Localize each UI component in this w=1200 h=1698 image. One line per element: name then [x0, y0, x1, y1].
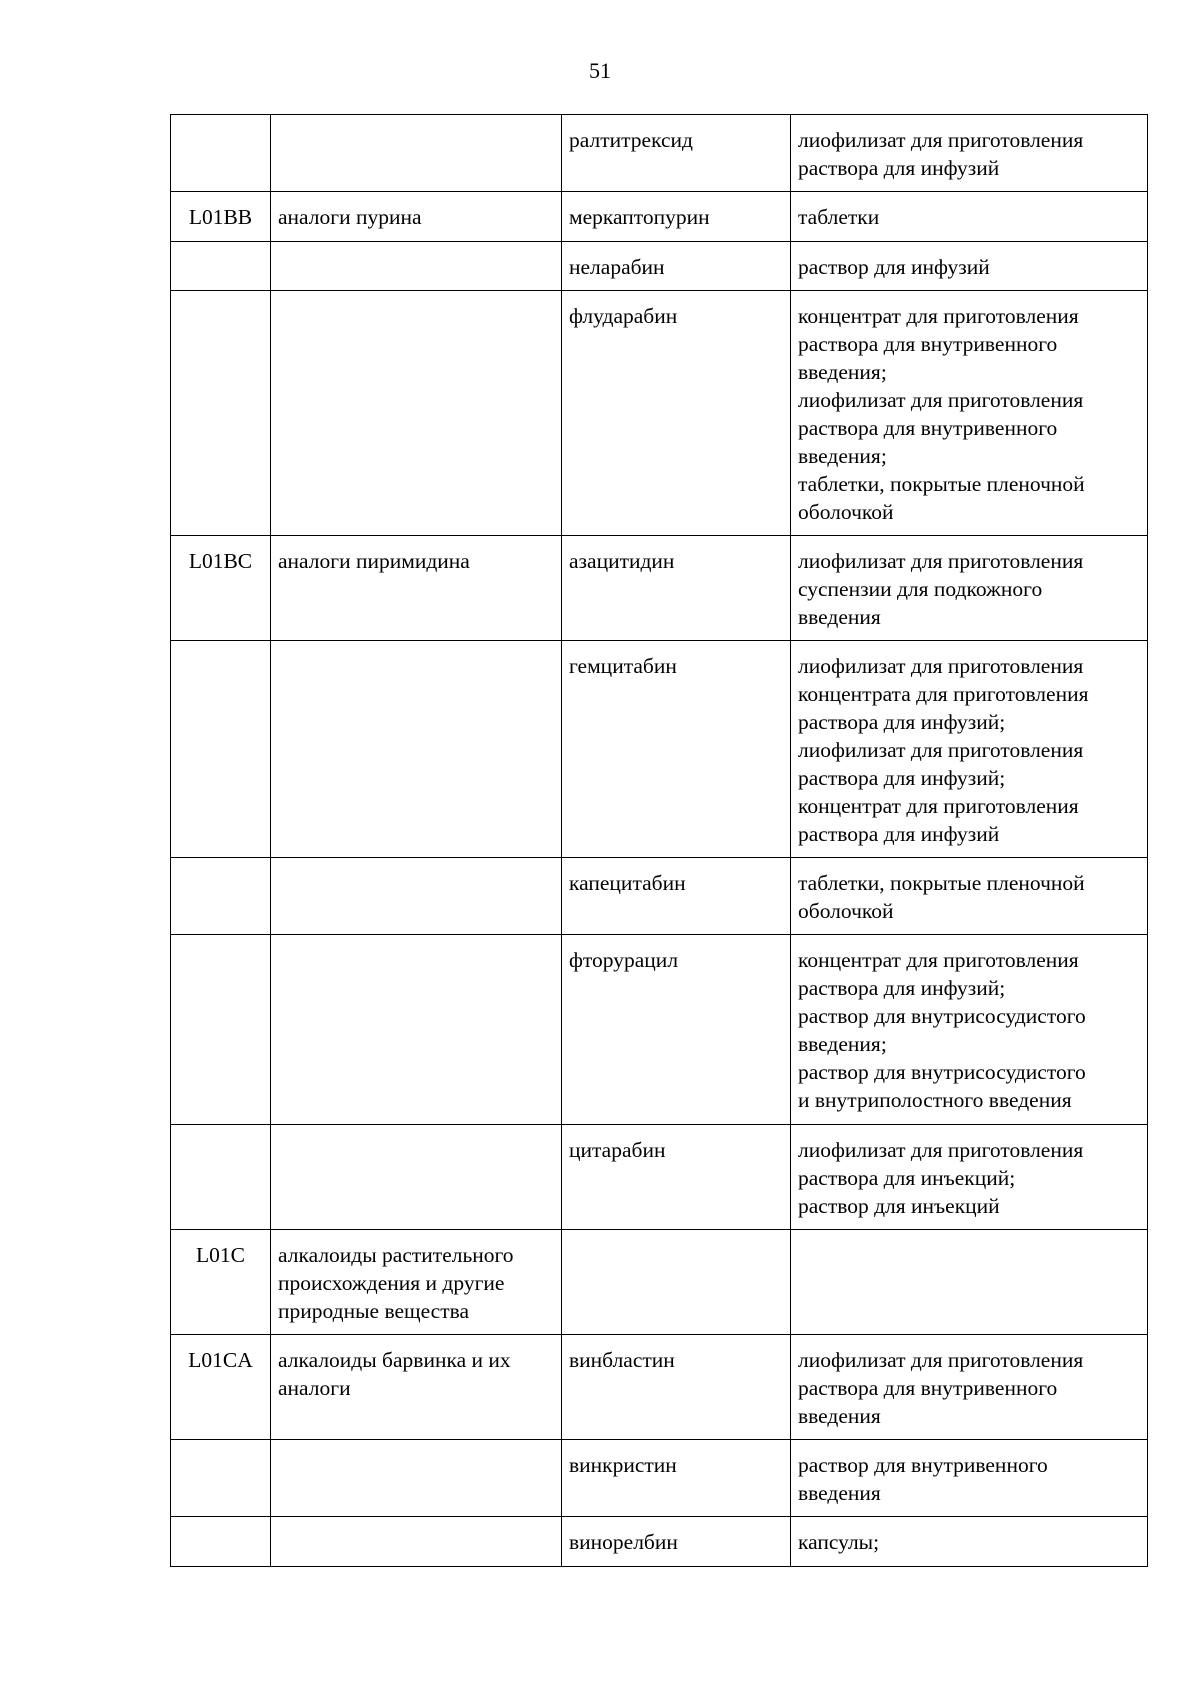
dosage-form-line: концентрата для приготовления [798, 682, 1089, 706]
dosage-form-cell [791, 192, 1148, 242]
table-row [171, 1440, 1148, 1517]
atc-code-cell [171, 858, 271, 935]
table-row [171, 115, 1148, 192]
dosage-form-cell [791, 1440, 1148, 1517]
table-row [171, 1125, 1148, 1230]
anatomical-therapeutic-group-cell: алкалоиды растительного происхождения и другие природные вещества [271, 1230, 562, 1335]
dosage-form-line: раствор для инфузий [798, 255, 990, 279]
dosage-form-line: введения; [798, 1032, 887, 1056]
dosage-form-line: и внутриполостного введения [798, 1088, 1072, 1112]
atc-code-cell: L01CA [171, 1335, 271, 1440]
dosage-form-cell [791, 641, 1148, 858]
table-row [171, 641, 1148, 858]
dosage-form-cell [791, 115, 1148, 192]
atc-code-cell [171, 641, 271, 858]
dosage-form-line: таблетки, покрытые пленочной [798, 871, 1085, 895]
dosage-form-line: таблетки, покрытые пленочной [798, 472, 1085, 496]
anatomical-therapeutic-group-cell: алкалоиды барвинка и их аналоги [271, 1335, 562, 1440]
dosage-form-cell [791, 858, 1148, 935]
dosage-form-line: раствора для инъекций; [798, 1166, 1016, 1190]
dosage-form-line: таблетки [798, 205, 880, 229]
dosage-form-line: оболочкой [798, 500, 894, 524]
dosage-form-line: лиофилизат для приготовления [798, 1348, 1084, 1372]
drug-name-cell: винкристин [562, 1440, 791, 1517]
table-row [171, 1230, 1148, 1335]
drug-name-cell: винбластин [562, 1335, 791, 1440]
atc-code-cell: L01BB [171, 192, 271, 242]
drug-name-cell: фторурацил [562, 935, 791, 1125]
dosage-form-cell [791, 935, 1148, 1125]
anatomical-therapeutic-group-cell [271, 858, 562, 935]
table-row [171, 291, 1148, 536]
drug-name-cell [562, 1230, 791, 1335]
dosage-form-line: раствора для инфузий [798, 822, 1000, 846]
atc-code-cell: L01BC [171, 536, 271, 641]
anatomical-therapeutic-group-cell [271, 641, 562, 858]
drug-name-cell: цитарабин [562, 1125, 791, 1230]
dosage-form-line: раствора для инфузий; [798, 766, 1006, 790]
dosage-form-line: введения; [798, 444, 887, 468]
dosage-form-line: концентрат для приготовления [798, 948, 1079, 972]
table-row [171, 1335, 1148, 1440]
drug-name-cell: капецитабин [562, 858, 791, 935]
atc-code-cell [171, 1125, 271, 1230]
table-row [171, 242, 1148, 291]
dosage-form-line: введения [798, 1481, 881, 1505]
dosage-form-cell [791, 1230, 1148, 1335]
drug-name-cell: гемцитабин [562, 641, 791, 858]
page-number: 51 [589, 58, 611, 83]
anatomical-therapeutic-group-cell [271, 935, 562, 1125]
dosage-form-line: раствор для внутрисосудистого [798, 1060, 1086, 1084]
atc-code-cell [171, 935, 271, 1125]
dosage-form-line: раствор для внутрисосудистого [798, 1004, 1086, 1028]
drug-table [170, 114, 1148, 1567]
dosage-form-line: лиофилизат для приготовления [798, 738, 1084, 762]
drug-name-cell: ралтитрексид [562, 115, 791, 192]
anatomical-therapeutic-group-cell [271, 115, 562, 192]
dosage-form-line: раствор для инъекций [798, 1194, 1000, 1218]
dosage-form-line: раствора для инфузий; [798, 710, 1006, 734]
anatomical-therapeutic-group-cell [271, 242, 562, 291]
dosage-form-line: введения [798, 1404, 881, 1428]
dosage-form-cell [791, 242, 1148, 291]
table-row [171, 536, 1148, 641]
atc-code-cell [171, 1440, 271, 1517]
anatomical-therapeutic-group-cell [271, 1125, 562, 1230]
anatomical-therapeutic-group-cell: аналоги пурина [271, 192, 562, 242]
anatomical-therapeutic-group-cell: аналоги пиримидина [271, 536, 562, 641]
dosage-form-line: раствора для внутривенного [798, 1376, 1058, 1400]
table-body [171, 115, 1148, 1567]
drug-name-cell: винорелбин [562, 1517, 791, 1567]
dosage-form-cell [791, 1335, 1148, 1440]
anatomical-therapeutic-group-cell [271, 1517, 562, 1567]
dosage-form-line: раствора для внутривенного [798, 332, 1058, 356]
dosage-form-line: раствор для внутривенного [798, 1453, 1048, 1477]
dosage-form-line: капсулы; [798, 1530, 880, 1554]
dosage-form-line: раствора для инфузий [798, 156, 1000, 180]
atc-code-cell [171, 242, 271, 291]
dosage-form-line: концентрат для приготовления [798, 304, 1079, 328]
dosage-form-line: лиофилизат для приготовления [798, 654, 1084, 678]
drug-name-cell: меркаптопурин [562, 192, 791, 242]
dosage-form-line: лиофилизат для приготовления [798, 1138, 1084, 1162]
atc-code-cell [171, 291, 271, 536]
dosage-form-line: лиофилизат для приготовления [798, 388, 1084, 412]
dosage-form-line: оболочкой [798, 899, 894, 923]
drug-name-cell: флударабин [562, 291, 791, 536]
drug-name-cell: неларабин [562, 242, 791, 291]
dosage-form-line: раствора для инфузий; [798, 976, 1006, 1000]
dosage-form-cell [791, 1517, 1148, 1567]
atc-code-cell: L01C [171, 1230, 271, 1335]
table-row [171, 858, 1148, 935]
anatomical-therapeutic-group-cell [271, 1440, 562, 1517]
table-row [171, 192, 1148, 242]
table-row [171, 1517, 1148, 1567]
dosage-form-line: введения [798, 605, 881, 629]
dosage-form-line: введения; [798, 360, 887, 384]
atc-code-cell [171, 115, 271, 192]
anatomical-therapeutic-group-cell [271, 291, 562, 536]
dosage-form-line: лиофилизат для приготовления [798, 549, 1084, 573]
dosage-form-cell [791, 536, 1148, 641]
dosage-form-line: раствора для внутривенного [798, 416, 1058, 440]
dosage-form-line: лиофилизат для приготовления [798, 128, 1084, 152]
atc-code-cell [171, 1517, 271, 1567]
dosage-form-line: суспензии для подкожного [798, 577, 1043, 601]
dosage-form-cell [791, 1125, 1148, 1230]
drug-name-cell: азацитидин [562, 536, 791, 641]
table-row [171, 935, 1148, 1125]
dosage-form-cell [791, 291, 1148, 536]
dosage-form-line: концентрат для приготовления [798, 794, 1079, 818]
